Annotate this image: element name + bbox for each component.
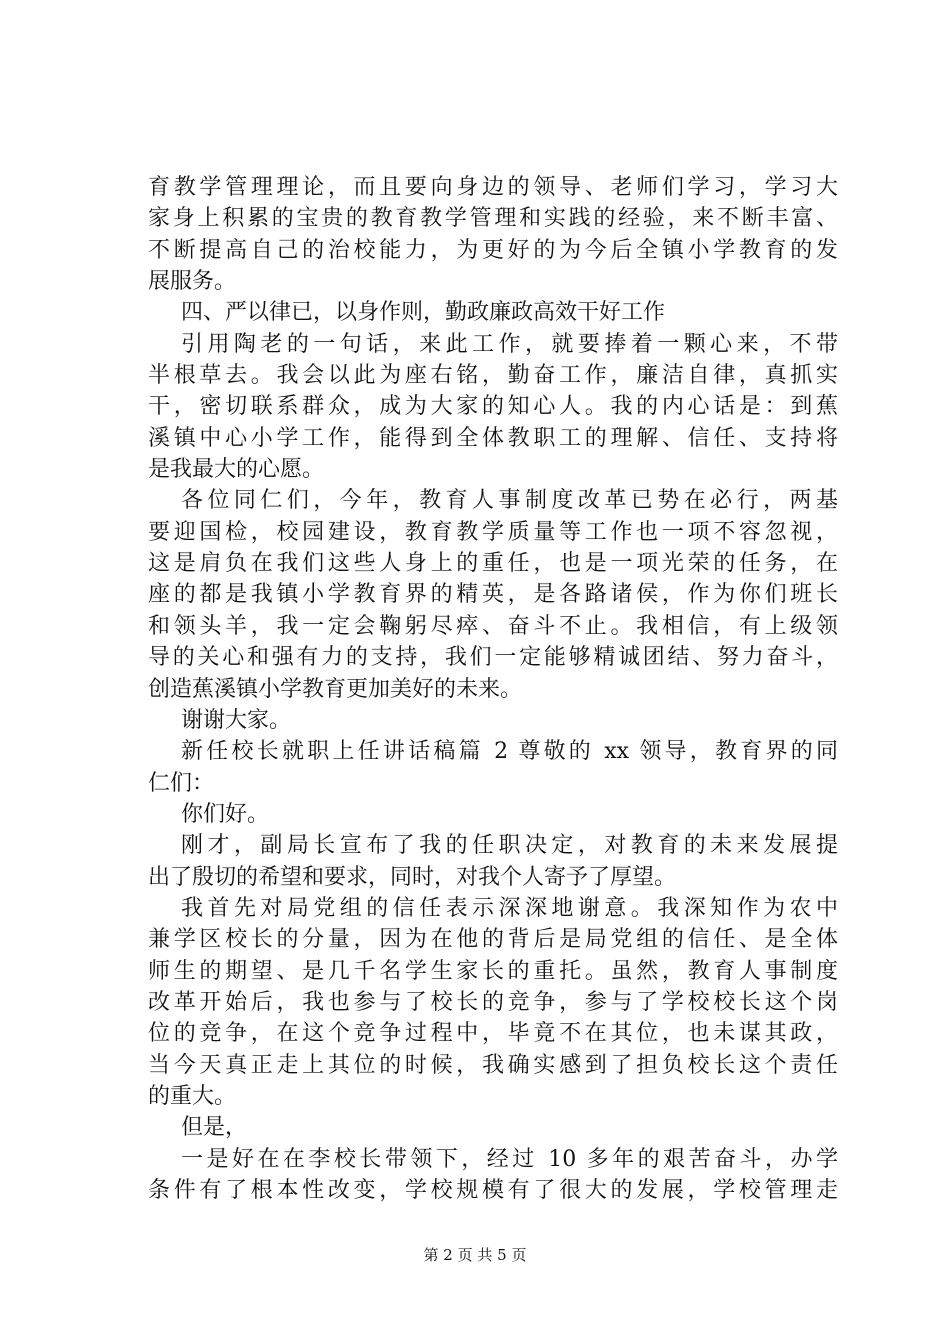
text-line: 展服务。	[148, 269, 237, 295]
text-line: 座的都是我镇小学教育界的精英，是各路诸侯，作为你们班长	[148, 582, 838, 608]
text-line: 兼学区校长的分量，因为在他的背后是局党组的信任、是全体	[148, 927, 838, 953]
text-line: 导的关心和强有力的支持，我们一定能够精诚团结、努力奋斗，	[148, 645, 838, 671]
text-line: 引用陶老的一句话，来此工作，就要捧着一颗心来，不带	[181, 331, 838, 357]
body-text	[148, 172, 838, 1206]
text-line: 半根草去。我会以此为座右铭，勤奋工作，廉洁自律，真抓实	[148, 363, 838, 389]
text-line: 条件有了根本性改变，学校规模有了很大的发展，学校管理走	[148, 1178, 838, 1203]
text-line: 是我最大的心愿。	[148, 457, 325, 483]
text-line: 当今天真正走上其位的时候，我确实感到了担负校长这个责任	[148, 1052, 838, 1078]
text-line: 不断提高自己的治校能力，为更好的为今后全镇小学教育的发	[148, 237, 838, 263]
text-line: 育教学管理理论，而且要向身边的领导、老师们学习，学习大	[148, 175, 838, 200]
text-line: 仁们：	[148, 770, 215, 796]
text-line: 溪镇中心小学工作，能得到全体教职工的理解、信任、支持将	[148, 425, 838, 451]
text-line: 各位同仁们，今年，教育人事制度改革已势在必行，两基	[181, 488, 838, 514]
section-heading: 四、严以律已，以身作则，勤政廉政高效干好工作	[181, 300, 666, 326]
text-line: 我首先对局党组的信任表示深深地谢意。我深知作为农中	[181, 895, 838, 921]
text-line: 这是肩负在我们这些人身上的重任，也是一项光荣的任务，在	[148, 551, 838, 577]
text-line: 但是，	[181, 1115, 248, 1141]
text-line: 一是好在在李校长带领下，经过 10 多年的艰苦奋斗，办学	[181, 1146, 838, 1172]
text-line: 的重大。	[148, 1083, 237, 1109]
text-line: 位的竞争，在这个竞争过程中，毕竟不在其位，也未谋其政，	[148, 1021, 838, 1047]
page-number-footer: 第 2 页 共 5 页	[423, 1246, 527, 1264]
text-line: 新任校长就职上任讲话稿篇 2 尊敬的 xx 领导，教育界的同	[181, 739, 838, 765]
text-line: 和领头羊，我一定会鞠躬尽瘁、奋斗不止。我相信，有上级领	[148, 613, 838, 639]
text-line: 你们好。	[181, 801, 270, 827]
text-line: 创造蕉溪镇小学教育更加美好的未来。	[148, 676, 523, 702]
text-line: 家身上积累的宝贵的教育教学管理和实践的经验，来不断丰富、	[148, 206, 838, 232]
text-line: 刚才，副局长宣布了我的任职决定，对教育的未来发展提	[181, 833, 838, 859]
text-line: 出了殷切的希望和要求，同时，对我个人寄予了厚望。	[148, 864, 677, 890]
text-line: 师生的期望、是几千名学生家长的重托。虽然，教育人事制度	[148, 958, 838, 984]
text-line: 改革开始后，我也参与了校长的竞争，参与了学校校长这个岗	[148, 989, 838, 1015]
text-line: 要迎国检，校园建设，教育教学质量等工作也一项不容忽视，	[148, 519, 838, 545]
text-line: 谢谢大家。	[181, 707, 292, 733]
text-line: 干，密切联系群众，成为大家的知心人。我的内心话是：到蕉	[148, 394, 838, 420]
